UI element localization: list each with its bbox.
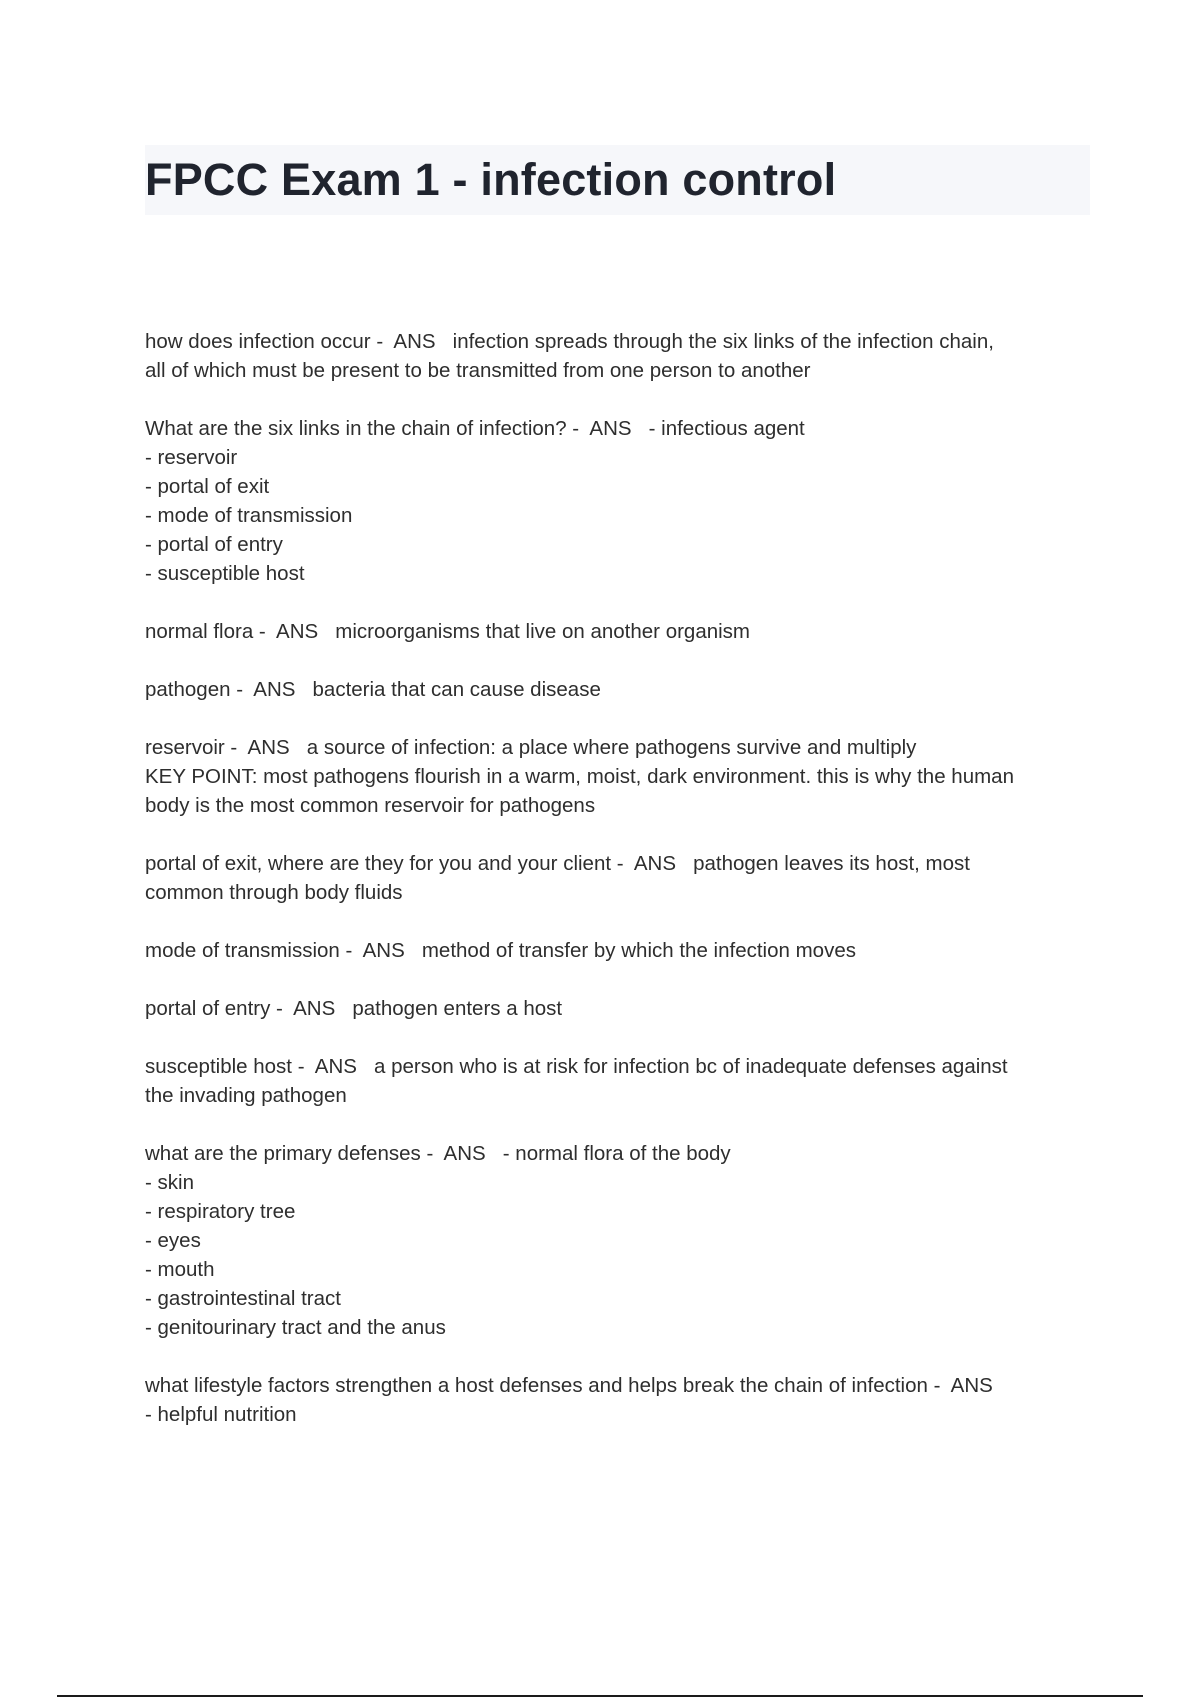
qa-item	[145, 414, 1095, 588]
qa-line: portal of entry - ANS pathogen enters a host	[145, 997, 563, 1020]
qa-item	[145, 327, 1095, 385]
qa-line: body is the most common reservoir for pathogens	[145, 794, 596, 817]
qa-item	[145, 675, 1095, 704]
qa-line: - genitourinary tract and the anus	[145, 1316, 446, 1339]
qa-line: - portal of entry	[145, 533, 283, 556]
qa-item	[145, 1052, 1095, 1110]
qa-line: common through body fluids	[145, 881, 403, 904]
qa-line: how does infection occur - ANS infection spreads through the six links of the infection chain,	[145, 330, 994, 353]
qa-item	[145, 1371, 1095, 1429]
page-title: FPCC Exam 1 - infection control	[145, 154, 837, 205]
qa-line: - portal of exit	[145, 475, 270, 498]
qa-item	[145, 936, 1095, 965]
qa-line: the invading pathogen	[145, 1084, 347, 1107]
qa-line: what lifestyle factors strengthen a host defenses and helps break the chain of infection - ANS	[145, 1374, 993, 1397]
qa-line: - helpful nutrition	[145, 1403, 297, 1426]
qa-item	[145, 849, 1095, 907]
qa-line: reservoir - ANS a source of infection: a place where pathogens survive and multiply	[145, 736, 917, 759]
qa-line: pathogen - ANS bacteria that can cause disease	[145, 678, 601, 701]
qa-line: - skin	[145, 1171, 194, 1194]
qa-item	[145, 617, 1095, 646]
qa-line: what are the primary defenses - ANS - normal flora of the body	[145, 1142, 731, 1165]
qa-line: - mode of transmission	[145, 504, 353, 527]
qa-line: - eyes	[145, 1229, 201, 1252]
qa-item	[145, 733, 1095, 820]
qa-line: - gastrointestinal tract	[145, 1287, 341, 1310]
qa-line: - susceptible host	[145, 562, 305, 585]
qa-list	[145, 327, 1095, 1458]
qa-line: normal flora - ANS microorganisms that live on another organism	[145, 620, 751, 643]
title-banner	[145, 145, 1090, 215]
qa-line: portal of exit, where are they for you and your client - ANS pathogen leaves its host, most	[145, 852, 970, 875]
qa-line: What are the six links in the chain of infection? - ANS - infectious agent	[145, 417, 805, 440]
qa-line: all of which must be present to be transmitted from one person to another	[145, 359, 811, 382]
qa-line: KEY POINT: most pathogens flourish in a warm, moist, dark environment. this is why the human	[145, 765, 1014, 788]
qa-line: mode of transmission - ANS method of transfer by which the infection moves	[145, 939, 856, 962]
qa-line: - respiratory tree	[145, 1200, 296, 1223]
footer-divider	[57, 1695, 1143, 1697]
qa-line: - reservoir	[145, 446, 238, 469]
qa-line: susceptible host - ANS a person who is at risk for infection bc of inadequate defenses against	[145, 1055, 1008, 1078]
qa-item	[145, 1139, 1095, 1342]
qa-line: - mouth	[145, 1258, 215, 1281]
qa-item	[145, 994, 1095, 1023]
